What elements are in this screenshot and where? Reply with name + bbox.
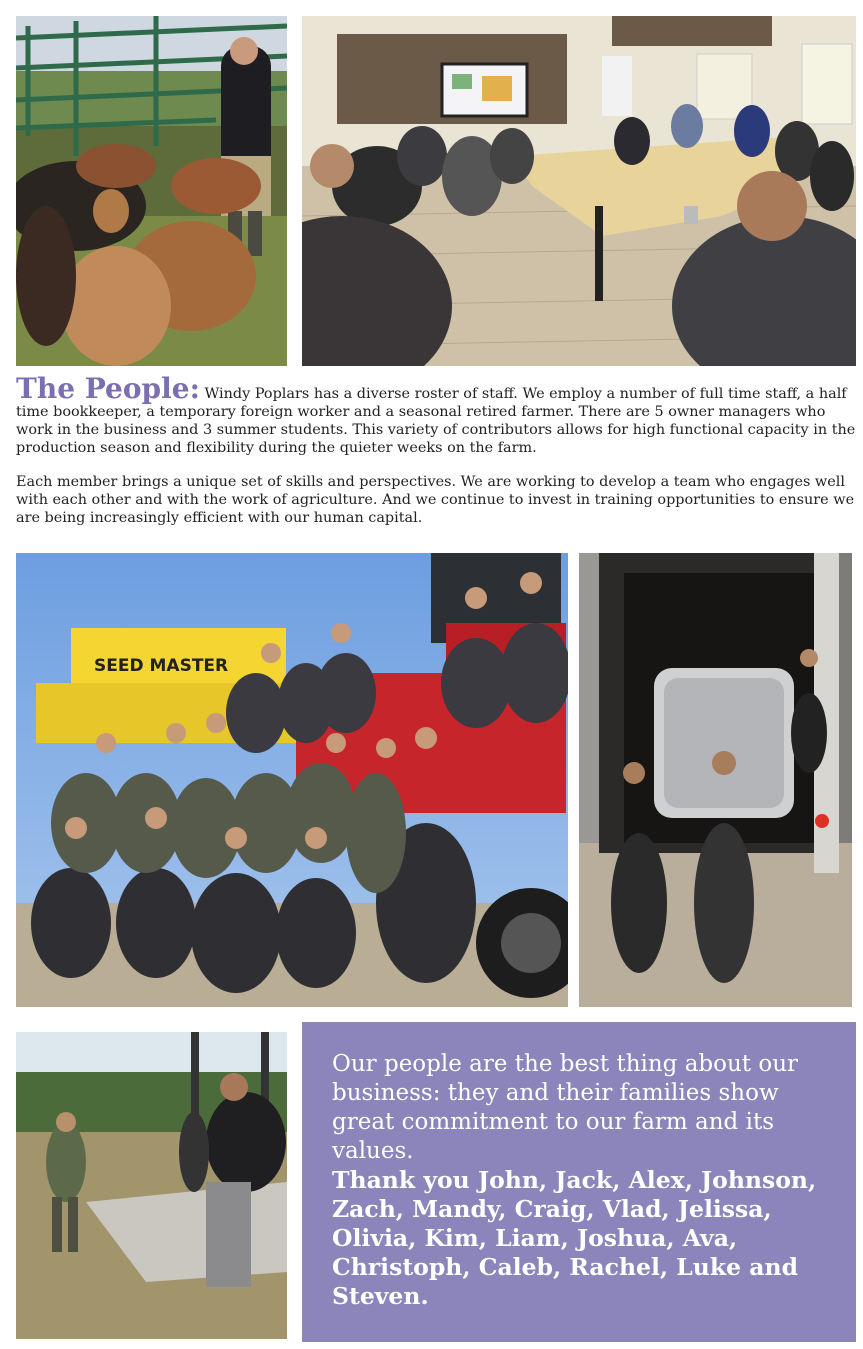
seedmaster-sign: SEED MASTER: [94, 656, 229, 676]
thank-you-panel: [302, 1022, 856, 1342]
photo-truck-unloading: [579, 553, 852, 1007]
photo-staff-meeting: [302, 16, 856, 366]
photo-field-training: [16, 1032, 287, 1339]
intro-section: [16, 372, 856, 543]
photo-team-group: [16, 553, 568, 1007]
section-heading: The People:: [16, 372, 200, 405]
thank-you-names: Thank you John, Jack, Alex, Johnson, Zach, Mandy, Craig, Vlad, Jelissa, Olivia, Kim, Liam, Joshua, Ava, Christoph, Caleb, Rachel, Luke and Steven.: [332, 1166, 817, 1310]
intro-paragraph-1: [16, 372, 856, 457]
intro-paragraph-2: Each member brings a unique set of skills and perspectives. We are working to develop a team who engages well with each other and with the work of agriculture. And we continue to invest in training opportunities to ensure we are being increasingly efficient with our human capital.: [16, 474, 855, 526]
intro-text-1: Windy Poplars has a diverse roster of staff. We employ a number of full time staff, a half time bookkeeper, a temporary foreign worker and a seasonal retired farmer. There are 5 owner managers who work in the business and 3 summer students. This variety of contributors allows for high functional capacity in the production season and flexibility during the quieter weeks on the farm.: [16, 386, 856, 456]
photo-calves-in-pen: [16, 16, 287, 366]
thank-you-message: Our people are the best thing about our business: they and their families show great commitment to our farm and its values.: [332, 1051, 799, 1164]
